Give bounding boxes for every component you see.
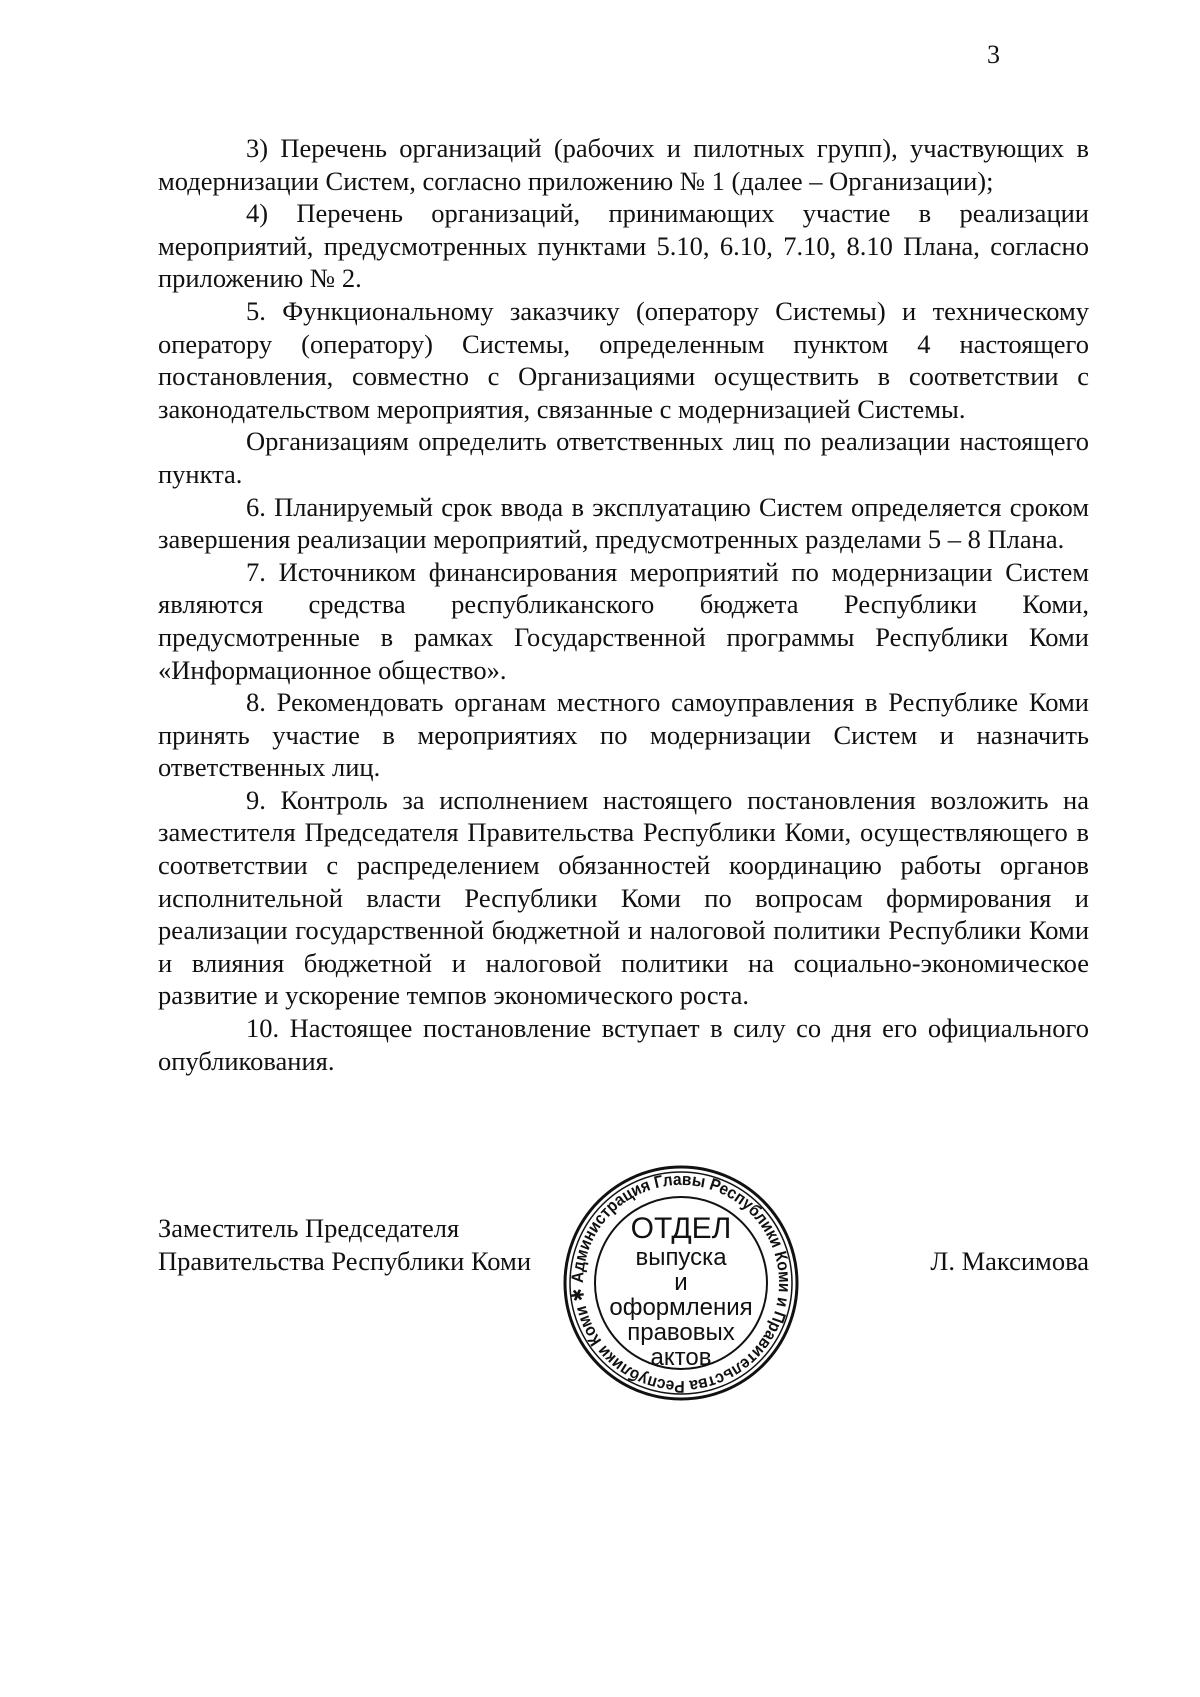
signer-name: Л. Максимова xyxy=(930,1246,1089,1276)
signer-title xyxy=(158,1212,531,1278)
signer-title-line1: Заместитель Председателя xyxy=(158,1213,460,1243)
page-number: 3 xyxy=(987,40,1000,69)
paragraph-9: 9. Контроль за исполнением настоящего постановления возложить на заместителя Председателя Правительства Республики Коми, осуществляющего в соответствии с распределением обязанностей координацию работы органов исполнительной власти Республики Коми по вопросам формирования и реализации государственной бюджетной и налоговой политики Республики Коми и влияния бюджетной и налоговой политики на социально-экономическое развитие и ускорение темпов экономического роста. xyxy=(158,784,1089,1011)
signer-title-line2: Правительства Республики Коми xyxy=(158,1246,532,1276)
paragraph-item-4: 4) Перечень организаций, принимающих участие в реализации мероприятий, предусмотренных пунктами 5.10, 6.10, 7.10, 8.10 Плана, согласно приложению № 2. xyxy=(158,198,1089,294)
paragraph-7: 7. Источником финансирования мероприятий по модернизации Систем являются средства республиканского бюджета Республики Коми, предусмотренные в рамках Государственной программы Республики Коми «Информационное общество». xyxy=(158,556,1089,685)
stamp-center-line5: актов xyxy=(650,1344,712,1371)
official-stamp xyxy=(561,1163,801,1403)
stamp-center-text xyxy=(601,1213,761,1370)
paragraph-6: 6. Планируемый срок ввода в эксплуатацию Систем определяется сроком завершения реализации мероприятий, предусмотренных разделами 5 – 8 Плана. xyxy=(158,491,1089,555)
paragraph-item-3: 3) Перечень организаций (рабочих и пилотных групп), участвующих в модернизации Систем, согласно приложению № 1 (далее – Организации); xyxy=(158,133,1089,196)
paragraph-8: 8. Рекомендовать органам местного самоуправления в Республике Коми принять участие в мероприятиях по модернизации Систем и назначить ответственных лиц. xyxy=(158,687,1089,783)
stamp-ring-text: Администрация Главы Республики Коми и Правительства Республики Коми ✱ xyxy=(567,1169,795,1397)
stamp-center-line1: ОТДЕЛ xyxy=(630,1212,732,1245)
paragraph-10: 10. Настоящее постановление вступает в силу со дня его официального опубликования. xyxy=(158,1013,1089,1076)
paragraph-5: 5. Функциональному заказчику (оператору Системы) и техническому оператору (оператору) Системы, определенным пунктом 4 настоящего постановления, совместно с Организациями осуществить в соответствии с законодательством мероприятия, связанные с модернизацией Системы. xyxy=(158,295,1089,424)
stamp-center-line3: и оформления xyxy=(609,1269,753,1321)
document-body xyxy=(158,132,1089,1077)
stamp-center-line2: выпуска xyxy=(635,1244,727,1271)
stamp-center-line4: правовых xyxy=(627,1319,735,1346)
paragraph-5-addendum: Организациям определить ответственных лиц по реализации настоящего пункта. xyxy=(158,426,1089,489)
